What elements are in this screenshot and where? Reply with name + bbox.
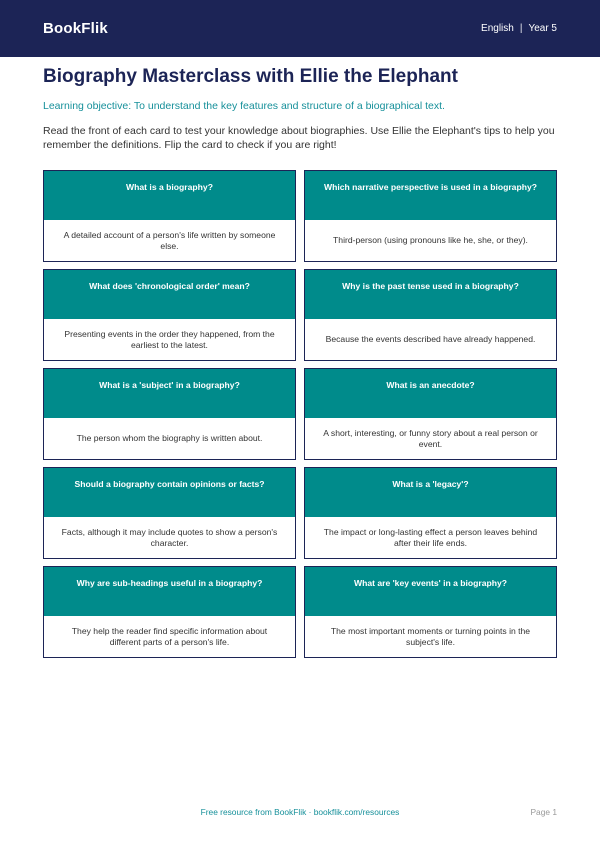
flashcard[interactable] [43, 566, 296, 658]
card-question: Why are sub-headings useful in a biography? [44, 567, 295, 616]
card-question: What is an anecdote? [305, 369, 556, 418]
flashcard[interactable] [43, 467, 296, 559]
year-label: Year 5 [528, 23, 557, 34]
card-question: What are 'key events' in a biography? [305, 567, 556, 616]
page-footer [0, 807, 600, 821]
flashcard[interactable] [304, 566, 557, 658]
flashcard[interactable] [43, 170, 296, 262]
card-answer: The most important moments or turning points in the subject's life. [305, 616, 556, 657]
card-answer: A detailed account of a person's life written by someone else. [44, 220, 295, 261]
page-title: Biography Masterclass with Ellie the Elephant [43, 66, 458, 87]
card-question: What is a biography? [44, 171, 295, 220]
intro-text: Read the front of each card to test your knowledge about biographies. Use Ellie the Elephant's tips to help you remember the definitions. Flip the card to check if you are right! [43, 125, 555, 151]
card-question: What is a 'subject' in a biography? [44, 369, 295, 418]
card-answer: Presenting events in the order they happened, from the earliest to the latest. [44, 319, 295, 360]
card-answer: The person whom the biography is written about. [44, 418, 295, 459]
brand-logo[interactable]: BookFlik [43, 20, 108, 37]
card-question: What does 'chronological order' mean? [44, 270, 295, 319]
card-answer: Facts, although it may include quotes to show a person's character. [44, 517, 295, 558]
flashcard[interactable] [43, 368, 296, 460]
flashcard[interactable] [43, 269, 296, 361]
card-question: Should a biography contain opinions or facts? [44, 468, 295, 517]
flashcard[interactable] [304, 170, 557, 262]
subject-meta [481, 23, 557, 34]
footer-resource-link[interactable]: Free resource from BookFlik · bookflik.com/resources [200, 807, 400, 817]
card-question: Which narrative perspective is used in a biography? [305, 171, 556, 220]
flashcard-grid [43, 170, 557, 658]
learning-objective: Learning objective: To understand the key features and structure of a biographical text. [43, 100, 445, 112]
card-answer: They help the reader find specific information about different parts of a person's life. [44, 616, 295, 657]
flashcard[interactable] [304, 467, 557, 559]
page-number: Page 1 [530, 807, 557, 817]
card-answer: Because the events described have already happened. [305, 319, 556, 360]
card-answer: A short, interesting, or funny story about a real person or event. [305, 418, 556, 459]
subject-label: English [481, 23, 514, 34]
card-answer: Third-person (using pronouns like he, she, or they). [305, 220, 556, 261]
meta-separator: | [519, 23, 523, 34]
flashcard[interactable] [304, 368, 557, 460]
flashcard[interactable] [304, 269, 557, 361]
card-answer: The impact or long-lasting effect a person leaves behind after their life ends. [305, 517, 556, 558]
card-question: What is a 'legacy'? [305, 468, 556, 517]
card-question: Why is the past tense used in a biography? [305, 270, 556, 319]
page-header [0, 0, 600, 57]
